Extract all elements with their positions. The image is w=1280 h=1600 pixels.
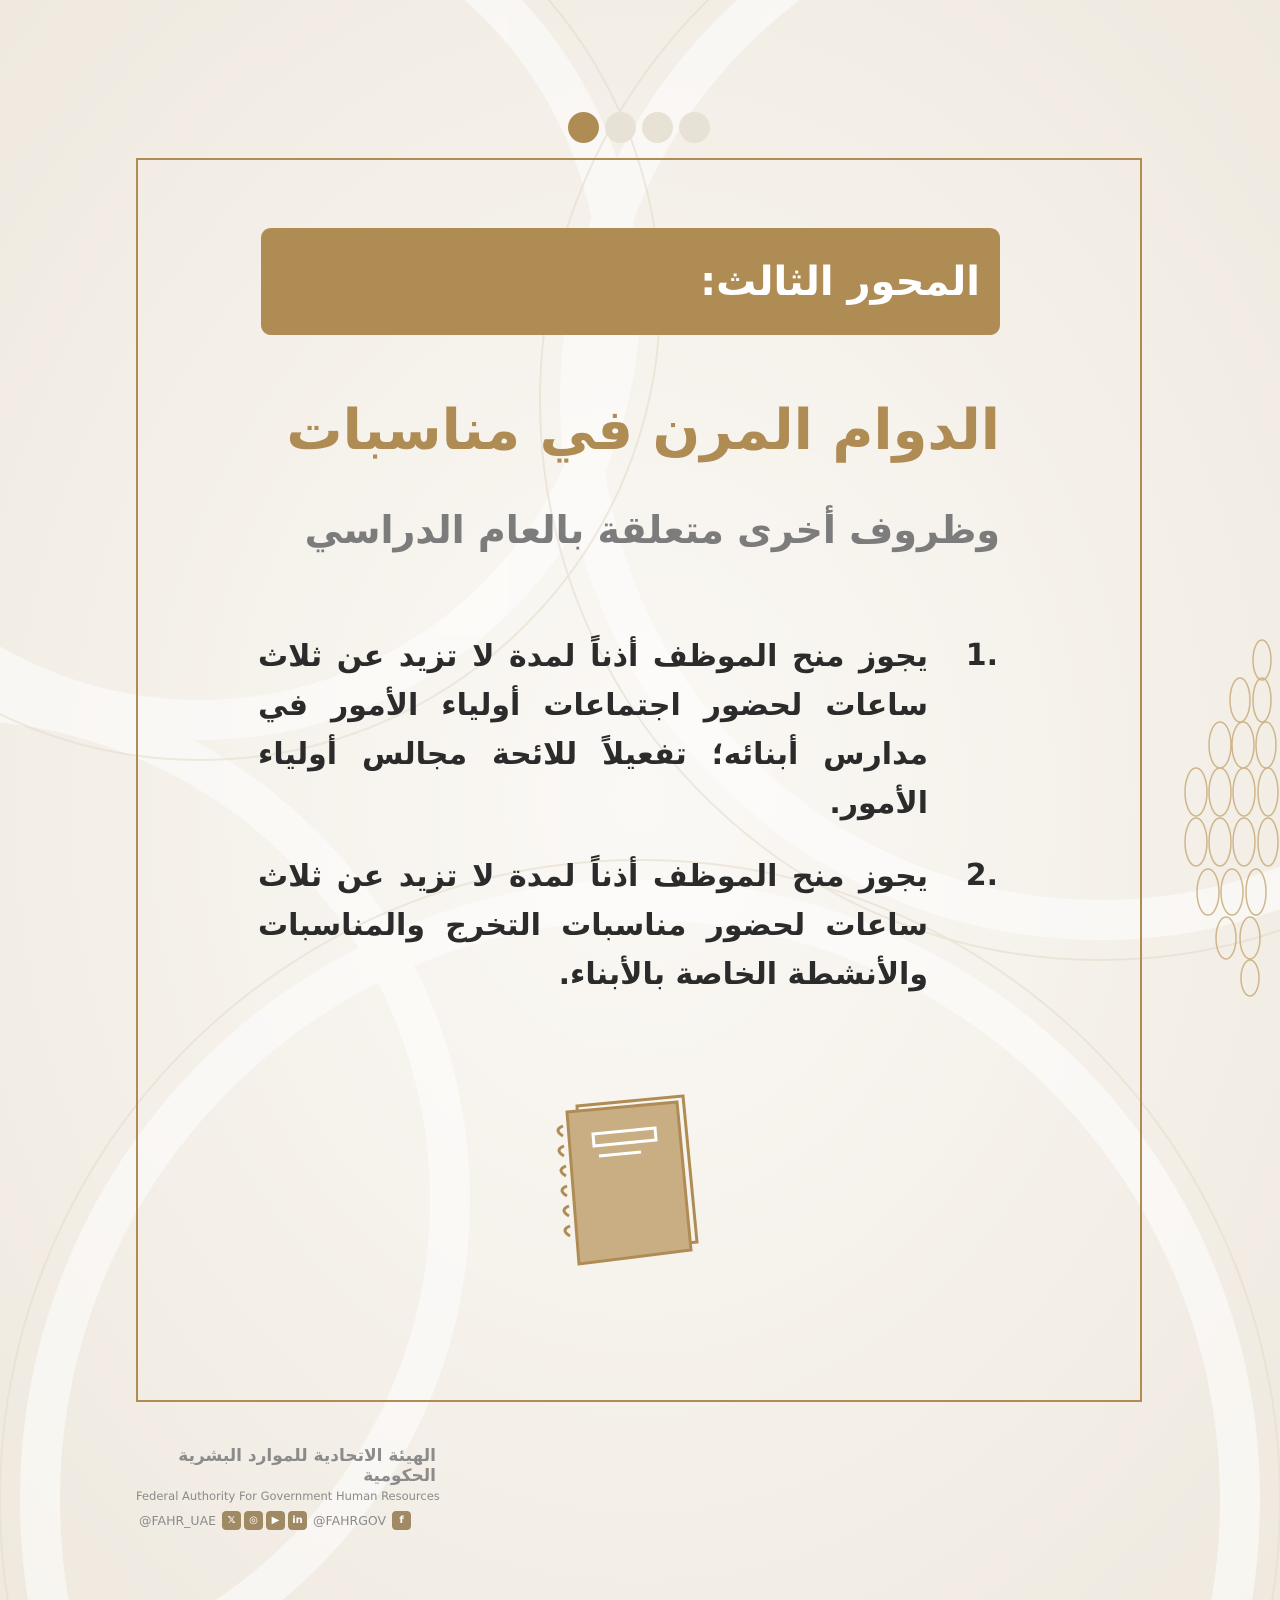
facebook-icon[interactable]: f bbox=[392, 1511, 411, 1530]
social-handle-left[interactable]: @FAHR_UAE bbox=[139, 1513, 217, 1528]
org-name-arabic: الهيئة الاتحادية للموارد البشرية الحكومية bbox=[178, 1446, 436, 1486]
list-item-number: 1. bbox=[965, 638, 998, 673]
pagination-dot-active[interactable] bbox=[568, 112, 599, 143]
linkedin-icon[interactable]: in bbox=[288, 1511, 307, 1530]
list-item-number: 2. bbox=[965, 858, 998, 893]
footer bbox=[136, 1446, 440, 1530]
list-item-text: يجوز منح الموظف أذناً لمدة لا تزيد عن ثلاث ساعات لحضور مناسبات التخرج والمناسبات والأنشطة الخاصة بالأبناء. bbox=[258, 859, 928, 992]
page-subtitle: وظروف أخرى متعلقة بالعام الدراسي bbox=[304, 508, 1000, 552]
pagination-dot[interactable] bbox=[679, 112, 710, 143]
social-handle-right[interactable]: @FAHRGOV bbox=[313, 1513, 387, 1528]
list-item bbox=[258, 852, 998, 999]
rules-list bbox=[258, 632, 998, 1023]
pagination-dot[interactable] bbox=[605, 112, 636, 143]
instagram-icon[interactable]: ◎ bbox=[244, 1511, 263, 1530]
social-bar bbox=[136, 1511, 436, 1530]
page-title: الدوام المرن في مناسبات bbox=[286, 398, 1000, 463]
section-label: المحور الثالث: bbox=[700, 258, 980, 305]
notebook-icon bbox=[555, 1092, 725, 1282]
list-item-text: يجوز منح الموظف أذناً لمدة لا تزيد عن ثلاث ساعات لحضور اجتماعات أولياء الأمور في مدارس أبنائه؛ تفعيلاً للائحة مجالس أولياء الأمور. bbox=[258, 639, 928, 821]
x-icon[interactable]: 𝕏 bbox=[222, 1511, 241, 1530]
youtube-icon[interactable]: ▶ bbox=[266, 1511, 285, 1530]
list-item bbox=[258, 632, 998, 828]
pagination-dot[interactable] bbox=[642, 112, 673, 143]
pagination-dots bbox=[568, 112, 710, 143]
org-name-english: Federal Authority For Government Human Resources bbox=[136, 1489, 440, 1503]
section-label-banner bbox=[261, 228, 1000, 335]
